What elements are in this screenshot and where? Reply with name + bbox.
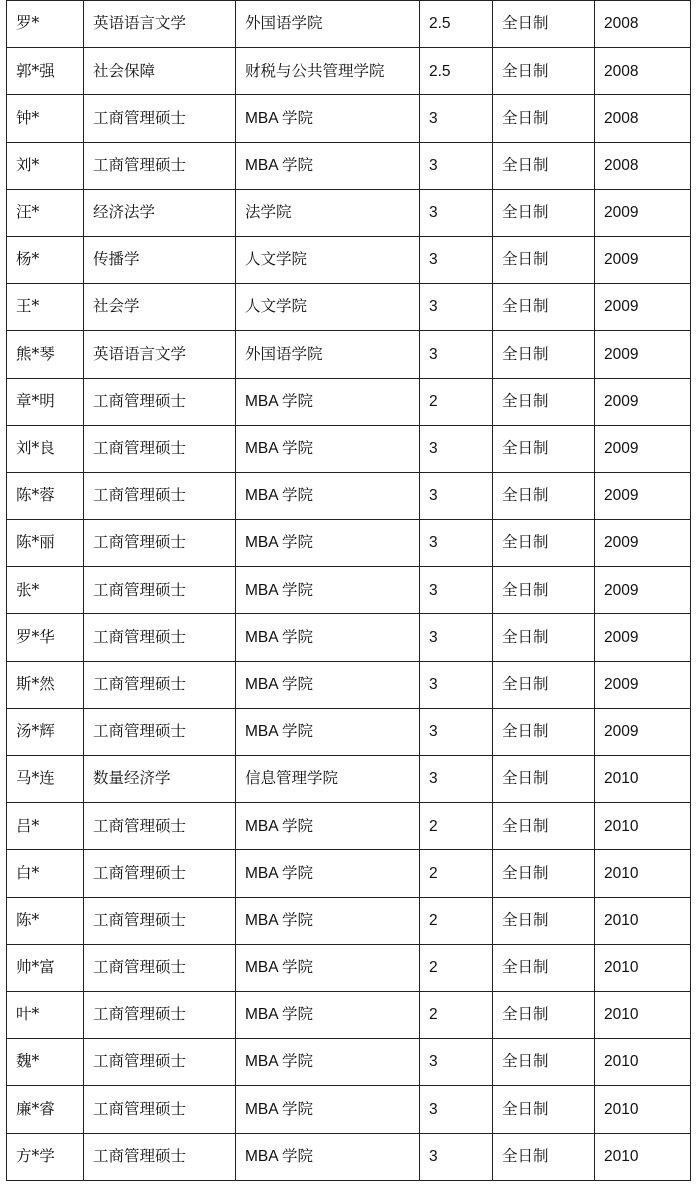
duration-cell: 3: [420, 1086, 493, 1133]
duration-cell: 2: [420, 803, 493, 850]
duration-cell: 2: [420, 991, 493, 1038]
enrollment-year-cell: 2010: [595, 897, 691, 944]
table-body: [7, 1, 691, 1181]
college-cell: MBA 学院: [236, 661, 420, 708]
duration-cell: 2.5: [420, 1, 493, 48]
name-cell: 帅*富: [7, 944, 84, 991]
name-cell: 斯*然: [7, 661, 84, 708]
name-cell: 杨*: [7, 236, 84, 283]
name-cell: 罗*: [7, 1, 84, 48]
study-mode-cell: 全日制: [493, 236, 595, 283]
college-cell: MBA 学院: [236, 803, 420, 850]
major-cell: 工商管理硕士: [84, 1039, 236, 1086]
duration-cell: 3: [420, 189, 493, 236]
college-cell: 外国语学院: [236, 1, 420, 48]
college-cell: MBA 学院: [236, 944, 420, 991]
college-cell: MBA 学院: [236, 708, 420, 755]
enrollment-year-cell: 2010: [595, 803, 691, 850]
major-cell: 工商管理硕士: [84, 378, 236, 425]
study-mode-cell: 全日制: [493, 425, 595, 472]
name-cell: 白*: [7, 850, 84, 897]
enrollment-year-cell: 2009: [595, 614, 691, 661]
study-mode-cell: 全日制: [493, 944, 595, 991]
duration-cell: 3: [420, 142, 493, 189]
name-cell: 陈*丽: [7, 520, 84, 567]
study-mode-cell: 全日制: [493, 48, 595, 95]
enrollment-year-cell: 2009: [595, 472, 691, 519]
table-row: [7, 991, 691, 1038]
college-cell: MBA 学院: [236, 142, 420, 189]
table-row: [7, 236, 691, 283]
duration-cell: 3: [420, 236, 493, 283]
name-cell: 王*: [7, 284, 84, 331]
enrollment-year-cell: 2009: [595, 708, 691, 755]
college-cell: MBA 学院: [236, 850, 420, 897]
study-mode-cell: 全日制: [493, 850, 595, 897]
college-cell: 法学院: [236, 189, 420, 236]
major-cell: 工商管理硕士: [84, 708, 236, 755]
college-cell: MBA 学院: [236, 897, 420, 944]
table-row: [7, 1133, 691, 1180]
enrollment-year-cell: 2010: [595, 991, 691, 1038]
college-cell: MBA 学院: [236, 520, 420, 567]
name-cell: 吕*: [7, 803, 84, 850]
duration-cell: 2: [420, 850, 493, 897]
enrollment-year-cell: 2010: [595, 1133, 691, 1180]
name-cell: 刘*良: [7, 425, 84, 472]
college-cell: MBA 学院: [236, 95, 420, 142]
enrollment-year-cell: 2010: [595, 944, 691, 991]
college-cell: MBA 学院: [236, 472, 420, 519]
table-row: [7, 614, 691, 661]
study-mode-cell: 全日制: [493, 897, 595, 944]
college-cell: MBA 学院: [236, 1133, 420, 1180]
student-table: [6, 0, 691, 1181]
name-cell: 叶*: [7, 991, 84, 1038]
name-cell: 陈*蓉: [7, 472, 84, 519]
table-row: [7, 472, 691, 519]
name-cell: 方*学: [7, 1133, 84, 1180]
table-row: [7, 378, 691, 425]
enrollment-year-cell: 2010: [595, 1086, 691, 1133]
duration-cell: 3: [420, 472, 493, 519]
college-cell: MBA 学院: [236, 1039, 420, 1086]
college-cell: MBA 学院: [236, 567, 420, 614]
enrollment-year-cell: 2008: [595, 95, 691, 142]
major-cell: 工商管理硕士: [84, 897, 236, 944]
table-row: [7, 708, 691, 755]
major-cell: 工商管理硕士: [84, 472, 236, 519]
study-mode-cell: 全日制: [493, 472, 595, 519]
duration-cell: 3: [420, 520, 493, 567]
major-cell: 工商管理硕士: [84, 1086, 236, 1133]
major-cell: 社会学: [84, 284, 236, 331]
study-mode-cell: 全日制: [493, 567, 595, 614]
study-mode-cell: 全日制: [493, 331, 595, 378]
table-row: [7, 850, 691, 897]
study-mode-cell: 全日制: [493, 1, 595, 48]
duration-cell: 3: [420, 95, 493, 142]
name-cell: 汪*: [7, 189, 84, 236]
duration-cell: 2: [420, 944, 493, 991]
duration-cell: 3: [420, 614, 493, 661]
table-row: [7, 897, 691, 944]
major-cell: 工商管理硕士: [84, 425, 236, 472]
duration-cell: 2: [420, 378, 493, 425]
study-mode-cell: 全日制: [493, 1086, 595, 1133]
enrollment-year-cell: 2009: [595, 284, 691, 331]
major-cell: 工商管理硕士: [84, 95, 236, 142]
college-cell: MBA 学院: [236, 1086, 420, 1133]
duration-cell: 3: [420, 425, 493, 472]
name-cell: 马*连: [7, 756, 84, 803]
name-cell: 张*: [7, 567, 84, 614]
table-row: [7, 142, 691, 189]
study-mode-cell: 全日制: [493, 1133, 595, 1180]
table-row: [7, 1086, 691, 1133]
study-mode-cell: 全日制: [493, 661, 595, 708]
duration-cell: 3: [420, 567, 493, 614]
study-mode-cell: 全日制: [493, 803, 595, 850]
enrollment-year-cell: 2009: [595, 378, 691, 425]
enrollment-year-cell: 2009: [595, 520, 691, 567]
major-cell: 工商管理硕士: [84, 1133, 236, 1180]
name-cell: 刘*: [7, 142, 84, 189]
study-mode-cell: 全日制: [493, 991, 595, 1038]
table-row: [7, 944, 691, 991]
major-cell: 工商管理硕士: [84, 661, 236, 708]
study-mode-cell: 全日制: [493, 756, 595, 803]
study-mode-cell: 全日制: [493, 284, 595, 331]
enrollment-year-cell: 2009: [595, 236, 691, 283]
enrollment-year-cell: 2008: [595, 142, 691, 189]
major-cell: 工商管理硕士: [84, 850, 236, 897]
college-cell: 财税与公共管理学院: [236, 48, 420, 95]
name-cell: 熊*琴: [7, 331, 84, 378]
major-cell: 传播学: [84, 236, 236, 283]
table-row: [7, 1039, 691, 1086]
enrollment-year-cell: 2009: [595, 331, 691, 378]
name-cell: 罗*华: [7, 614, 84, 661]
major-cell: 数量经济学: [84, 756, 236, 803]
enrollment-year-cell: 2010: [595, 1039, 691, 1086]
table-row: [7, 1, 691, 48]
enrollment-year-cell: 2010: [595, 756, 691, 803]
enrollment-year-cell: 2008: [595, 1, 691, 48]
duration-cell: 2.5: [420, 48, 493, 95]
major-cell: 工商管理硕士: [84, 567, 236, 614]
enrollment-year-cell: 2009: [595, 425, 691, 472]
name-cell: 廉*睿: [7, 1086, 84, 1133]
table-row: [7, 331, 691, 378]
enrollment-year-cell: 2008: [595, 48, 691, 95]
major-cell: 英语语言文学: [84, 331, 236, 378]
major-cell: 工商管理硕士: [84, 803, 236, 850]
college-cell: MBA 学院: [236, 991, 420, 1038]
study-mode-cell: 全日制: [493, 189, 595, 236]
duration-cell: 3: [420, 661, 493, 708]
study-mode-cell: 全日制: [493, 142, 595, 189]
duration-cell: 3: [420, 284, 493, 331]
study-mode-cell: 全日制: [493, 614, 595, 661]
enrollment-year-cell: 2009: [595, 567, 691, 614]
table-row: [7, 661, 691, 708]
table-row: [7, 284, 691, 331]
major-cell: 工商管理硕士: [84, 142, 236, 189]
table-row: [7, 520, 691, 567]
college-cell: 人文学院: [236, 236, 420, 283]
college-cell: MBA 学院: [236, 378, 420, 425]
enrollment-year-cell: 2009: [595, 189, 691, 236]
study-mode-cell: 全日制: [493, 708, 595, 755]
duration-cell: 3: [420, 1133, 493, 1180]
name-cell: 陈*: [7, 897, 84, 944]
major-cell: 工商管理硕士: [84, 944, 236, 991]
duration-cell: 3: [420, 1039, 493, 1086]
name-cell: 魏*: [7, 1039, 84, 1086]
table-row: [7, 567, 691, 614]
enrollment-year-cell: 2010: [595, 850, 691, 897]
duration-cell: 3: [420, 756, 493, 803]
name-cell: 钟*: [7, 95, 84, 142]
major-cell: 英语语言文学: [84, 1, 236, 48]
study-mode-cell: 全日制: [493, 1039, 595, 1086]
table-row: [7, 189, 691, 236]
college-cell: 人文学院: [236, 284, 420, 331]
name-cell: 章*明: [7, 378, 84, 425]
college-cell: 外国语学院: [236, 331, 420, 378]
major-cell: 工商管理硕士: [84, 614, 236, 661]
study-mode-cell: 全日制: [493, 378, 595, 425]
major-cell: 工商管理硕士: [84, 991, 236, 1038]
college-cell: MBA 学院: [236, 425, 420, 472]
college-cell: 信息管理学院: [236, 756, 420, 803]
enrollment-year-cell: 2009: [595, 661, 691, 708]
duration-cell: 2: [420, 897, 493, 944]
table-row: [7, 95, 691, 142]
name-cell: 郭*强: [7, 48, 84, 95]
major-cell: 经济法学: [84, 189, 236, 236]
table-row: [7, 756, 691, 803]
study-mode-cell: 全日制: [493, 520, 595, 567]
name-cell: 汤*辉: [7, 708, 84, 755]
college-cell: MBA 学院: [236, 614, 420, 661]
table-row: [7, 48, 691, 95]
study-mode-cell: 全日制: [493, 95, 595, 142]
major-cell: 社会保障: [84, 48, 236, 95]
table-row: [7, 425, 691, 472]
duration-cell: 3: [420, 331, 493, 378]
table-row: [7, 803, 691, 850]
duration-cell: 3: [420, 708, 493, 755]
major-cell: 工商管理硕士: [84, 520, 236, 567]
